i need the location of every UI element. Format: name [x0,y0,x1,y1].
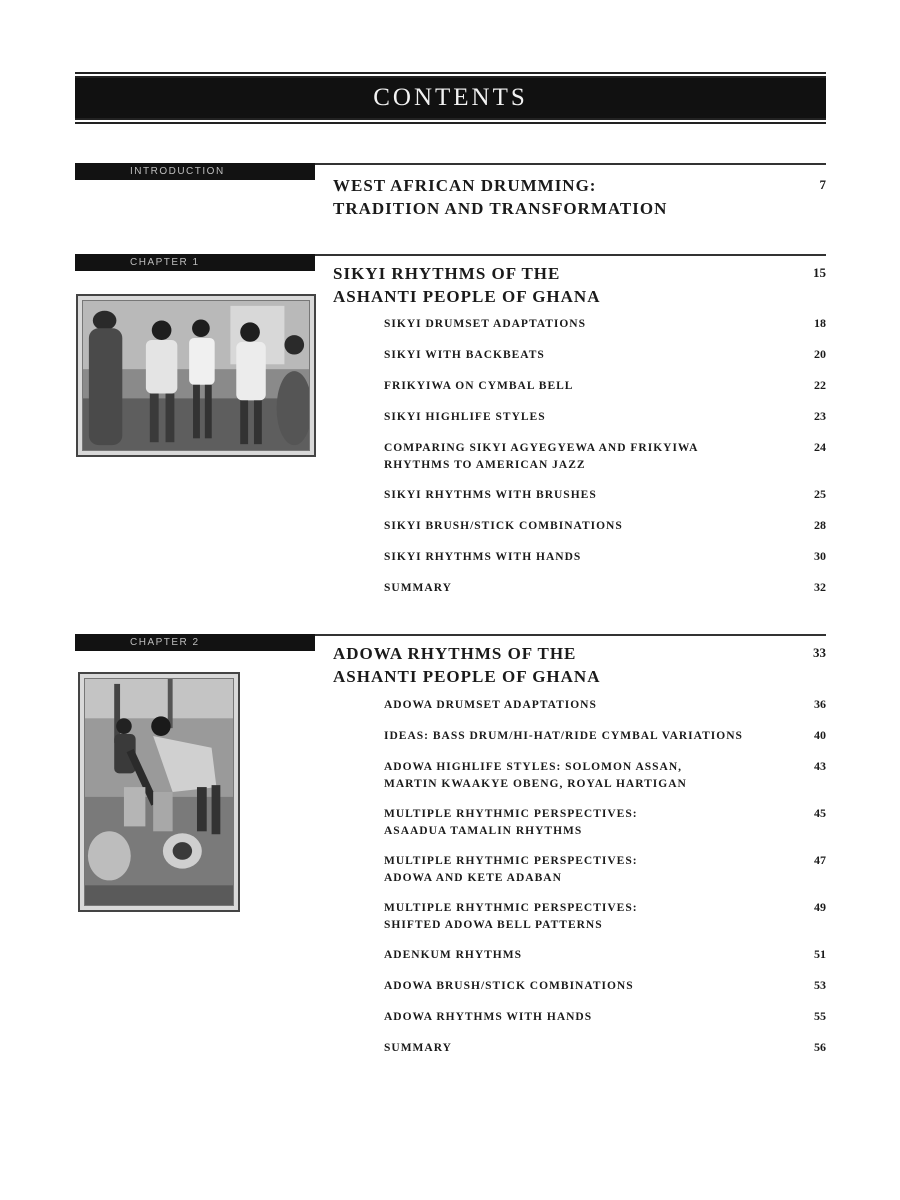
subentry-title: FRIKYIWA ON CYMBAL BELL [384,380,574,392]
subentry-page-number: 43 [814,759,826,773]
entry-title [333,174,713,220]
subentry-title: SIKYI RHYTHMS WITH HANDS [384,551,582,563]
subentry-page-number: 47 [814,853,826,867]
subentry-page-number: 23 [814,409,826,423]
entry-title-line: ADOWA RHYTHMS OF THE [333,644,577,663]
section-tag: CHAPTER 1 [75,254,315,271]
subentry-title: ADOWA BRUSH/STICK COMBINATIONS [384,980,634,992]
toc-subentry[interactable] [384,697,826,714]
subentry-title-line: MULTIPLE RHYTHMIC PERSPECTIVES: [384,808,638,820]
contents-header [75,72,826,124]
subentry-title-line: RHYTHMS TO AMERICAN JAZZ [384,459,586,471]
subentry-page-number: 45 [814,806,826,820]
section-introduction [75,163,826,223]
toc-entry-main[interactable] [333,174,826,220]
toc-subentry[interactable] [384,947,826,964]
entry-page-number: 33 [813,645,826,660]
toc-subentry[interactable] [384,1009,826,1026]
subentry-page-number: 18 [814,316,826,330]
section-rule [315,254,826,256]
toc-entry-main[interactable] [333,642,826,688]
toc-subentry[interactable] [384,378,826,395]
subentry-title-line: MARTIN KWAAKYE OBENG, ROYAL HARTIGAN [384,778,687,790]
entry-title-line: SIKYI RHYTHMS OF THE [333,264,561,283]
toc-entry-main[interactable] [333,262,826,308]
toc-subentry[interactable] [384,518,826,535]
subentry-page-number: 22 [814,378,826,392]
toc-subentry[interactable] [384,487,826,504]
drummers-photo-icon [83,301,309,450]
subentry-title-line: ADOWA AND KETE ADABAN [384,872,562,884]
subentry-title: SIKYI WITH BACKBEATS [384,349,545,361]
subentry-title [384,440,764,474]
toc-subentry[interactable] [384,580,826,597]
subentry-title-line: ASAADUA TAMALIN RHYTHMS [384,825,583,837]
section-tag: INTRODUCTION [75,163,315,180]
subentry-page-number: 53 [814,978,826,992]
subentry-page-number: 49 [814,900,826,914]
subentry-page-number: 36 [814,697,826,711]
subentry-page-number: 28 [814,518,826,532]
subentry-page-number: 51 [814,947,826,961]
toc-subentry[interactable] [384,549,826,566]
subentry-title-line: SHIFTED ADOWA BELL PATTERNS [384,919,603,931]
chapter-2-photo [78,672,240,912]
entry-page-number: 15 [813,265,826,280]
subentry-page-number: 32 [814,580,826,594]
toc-subentry[interactable] [384,759,826,793]
toc-subentry[interactable] [384,806,826,840]
entry-page-number: 7 [819,177,826,192]
page-title: CONTENTS [75,78,826,118]
entry-title-line: ASHANTI PEOPLE OF GHANA [333,287,601,306]
subentry-title-line: MULTIPLE RHYTHMIC PERSPECTIVES: [384,902,638,914]
toc-subentry[interactable] [384,900,826,934]
section-tag: CHAPTER 2 [75,634,315,651]
chapter-1-photo [76,294,316,457]
subentry-title: SUMMARY [384,582,452,594]
toc-subentry[interactable] [384,409,826,426]
entry-title-line: TRADITION AND TRANSFORMATION [333,199,668,218]
subentry-page-number: 25 [814,487,826,501]
subentry-title-line: ADOWA HIGHLIFE STYLES: SOLOMON ASSAN, [384,761,683,773]
subentry-title: SIKYI BRUSH/STICK COMBINATIONS [384,520,623,532]
subentry-title [384,853,764,887]
subentry-title-line: MULTIPLE RHYTHMIC PERSPECTIVES: [384,855,638,867]
subentry-title [384,806,764,840]
toc-subentry[interactable] [384,440,826,474]
subentry-title [384,759,764,793]
entry-title-line: ASHANTI PEOPLE OF GHANA [333,667,601,686]
section-rule [315,634,826,636]
entry-title [333,642,713,688]
drum-carving-photo-icon [85,679,233,905]
toc-subentry[interactable] [384,316,826,333]
subentry-page-number: 55 [814,1009,826,1023]
subentry-page-number: 24 [814,440,826,454]
subentry-title: IDEAS: BASS DRUM/HI-HAT/RIDE CYMBAL VARIATIONS [384,730,743,742]
toc-subentry[interactable] [384,1040,826,1057]
section-rule [315,163,826,165]
subentry-title: SIKYI DRUMSET ADAPTATIONS [384,318,587,330]
entry-title [333,262,713,308]
subentry-title: SIKYI HIGHLIFE STYLES [384,411,546,423]
subentry-title: SIKYI RHYTHMS WITH BRUSHES [384,489,597,501]
toc-subentry[interactable] [384,853,826,887]
subentry-title [384,900,764,934]
header-rule-bottom-2 [75,122,826,124]
subentry-page-number: 56 [814,1040,826,1054]
subentry-title: ADENKUM RHYTHMS [384,949,522,961]
subentry-title: ADOWA RHYTHMS WITH HANDS [384,1011,593,1023]
subentry-title: ADOWA DRUMSET ADAPTATIONS [384,699,597,711]
toc-subentry[interactable] [384,728,826,745]
subentry-page-number: 40 [814,728,826,742]
subentry-title-line: COMPARING SIKYI AGYEGYEWA AND FRIKYIWA [384,442,699,454]
subentry-page-number: 20 [814,347,826,361]
subentry-title: SUMMARY [384,1042,452,1054]
toc-subentry[interactable] [384,347,826,364]
subentry-page-number: 30 [814,549,826,563]
entry-title-line: WEST AFRICAN DRUMMING: [333,176,597,195]
toc-subentry[interactable] [384,978,826,995]
